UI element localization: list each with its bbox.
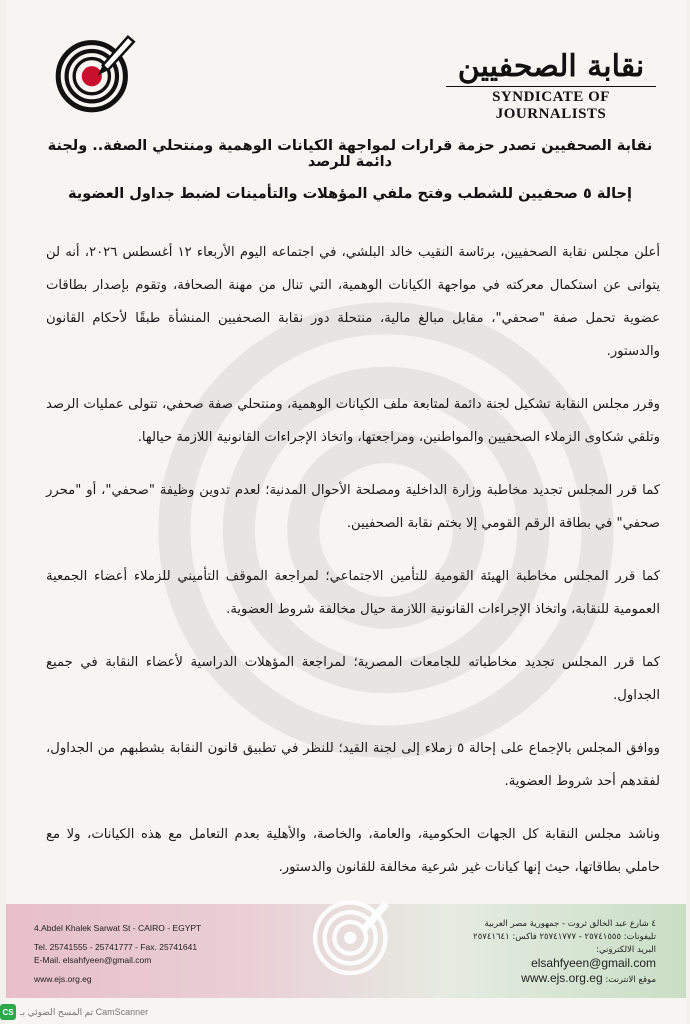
footer-email[interactable]: E-Mail. elsahfyeen@gmail.com	[34, 955, 152, 965]
paragraph: كما قرر المجلس تجديد مخاطباته للجامعات المصرية؛ لمراجعة المؤهلات الدراسية لأعضاء النقابة في جميع الجداول.	[46, 655, 660, 703]
statement-body	[46, 236, 660, 904]
footer-contact-english	[34, 922, 274, 986]
footer-address: 4.Abdel Khalek Sarwat St - CAIRO - EGYPT	[34, 923, 202, 933]
footer-website-ar[interactable]: www.ejs.org.eg	[521, 971, 603, 985]
footer-contact-arabic	[406, 918, 656, 987]
document-page	[6, 0, 686, 1024]
footer-website-label-ar: موقع الانترنت:	[605, 975, 656, 985]
footer-email-ar[interactable]: elsahfyeen@gmail.com	[531, 956, 656, 970]
brand-block	[446, 50, 656, 123]
footer-phones-ar: تليفونات: ٢٥٧٤١٥٥٥ - ٢٥٧٤١٧٧٧ فاكس: ٢٥٧٤١٦٤١	[473, 932, 656, 942]
brand-arabic-name: نقابة الصحفيين	[457, 49, 645, 84]
sub-headline: إحالة ٥ صحفيين للشطب وفتح ملفي المؤهلات والتأمينات لضبط جداول العضوية	[68, 186, 632, 202]
paragraph: أعلن مجلس نقابة الصحفيين، برئاسة النقيب خالد البلشي، في اجتماعه اليوم الأربعاء ١٢ أغسطس ٢٠٢٦، أنه لن يتوانى عن استكمال معركته في مواجهة الكيانات الوهمية، التي تنال من مهنة الصحافة، وتقوم بإصدار بطاقات عضوية تحمل صفة "صحفي"، مقابل مبالغ مالية، منتحلة دور نقابة الصحفيين المنشأة طبقًا لأحكام القانون والدستور.	[46, 245, 661, 359]
footer-target-logo-icon	[308, 892, 396, 980]
camscanner-watermark	[0, 1000, 180, 1024]
paragraph: كما قرر المجلس مخاطبة الهيئة القومية للتأمين الاجتماعي؛ لمراجعة الموقف التأميني للزملاء أعضاء الجمعية العمومية للنقابة، واتخاذ الإجراءات القانونية اللازمة حيال مخالفة شروط العضوية.	[46, 569, 660, 617]
camscanner-label: تم المسح الضوئي بـ CamScanner	[20, 1006, 149, 1017]
camscanner-icon: CS	[0, 1004, 16, 1020]
paragraph: وناشد مجلس النقابة كل الجهات الحكومية، والعامة، والخاصة، والأهلية بعدم التعامل مع هذه الكيانات، ولا مع حاملي بطاقاتها، حيث إنها كيانات غير شرعية مخالفة للقانون والدستور.	[46, 827, 660, 875]
paragraph: كما قرر المجلس تجديد مخاطبة وزارة الداخلية ومصلحة الأحوال المدنية؛ لعدم تدوين وظيفة "صحفي"، أو "محرر صحفي" في بطاقة الرقم القومي إلا بختم نقابة الصحفيين.	[46, 483, 660, 531]
footer-address-ar: ٤ شارع عبد الخالق ثروت - جمهورية مصر العربية	[484, 919, 656, 929]
paragraph: وقرر مجلس النقابة تشكيل لجنة دائمة لمتابعة ملف الكيانات الوهمية، ومنتحلي صفة صحفي، تتولى عمليات الرصد وتلقي شكاوى الزملاء الصحفيين والمواطنين، ومراجعتها، واتخاذ الإجراءات القانونية اللازمة حيالها.	[46, 397, 660, 445]
footer-phones: Tel. 25741555 - 25741777 - Fax. 25741641	[34, 942, 198, 952]
paragraph: ووافق المجلس بالإجماع على إحالة ٥ زملاء إلى لجنة القيد؛ للنظر في تطبيق قانون النقابة بشطبهم من الجداول، لفقدهم أحد شروط العضوية.	[46, 741, 660, 789]
footer-email-label-ar: البريد الالكتروني:	[596, 945, 656, 955]
main-headline: نقابة الصحفيين تصدر حزمة قرارات لمواجهة الكيانات الوهمية ومنتحلي الصفة.. ولجنة دائمة للرصد	[47, 138, 653, 170]
brand-english-name: SYNDICATE OF JOURNALISTS	[446, 86, 656, 123]
syndicate-target-logo-icon	[54, 30, 138, 114]
footer-website[interactable]: www.ejs.org.eg	[34, 974, 92, 984]
